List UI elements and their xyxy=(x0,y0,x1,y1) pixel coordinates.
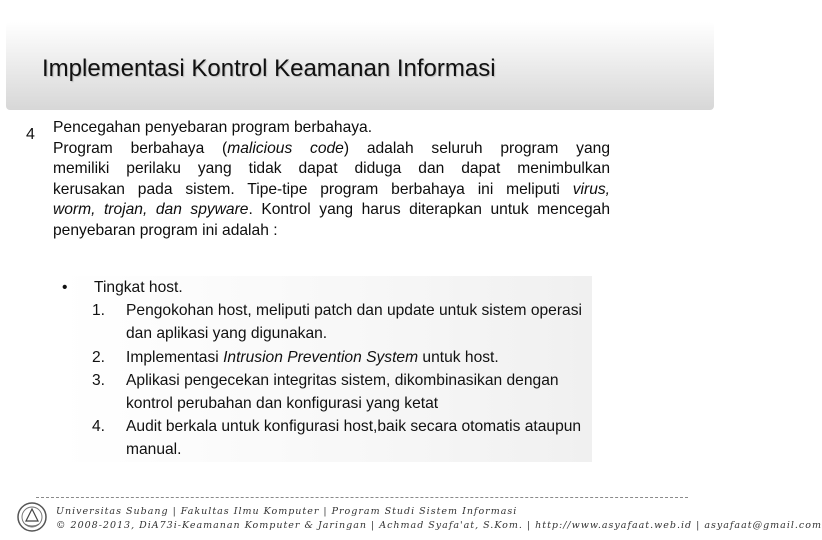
paragraph-line-4: worm, trojan, dan spyware. Kontrol yang harus diterapkan untuk mencegah xyxy=(53,201,610,219)
item-number: 1. xyxy=(92,302,106,320)
host-level-list xyxy=(60,276,592,462)
list-item xyxy=(60,415,592,438)
bullet-icon: • xyxy=(62,279,68,296)
university-seal-icon xyxy=(16,501,48,533)
item-number: 4. xyxy=(92,418,106,436)
item-number: 2. xyxy=(92,348,106,366)
body-heading: Pencegahan penyebaran program berbahaya. xyxy=(53,119,373,136)
item-continuation: kontrol perubahan dan konfigurasi yang ketat xyxy=(126,395,439,413)
list-item xyxy=(60,276,592,299)
item-continuation: manual. xyxy=(126,441,182,459)
footer-institution: Universitas Subang | Fakultas Ilmu Komputer | Program Studi Sistem Informasi xyxy=(56,506,518,517)
list-item xyxy=(60,346,592,369)
item-continuation: dan aplikasi yang digunakan. xyxy=(126,325,328,343)
footer-copyright: © 2008-2013, DiA73i-Keamanan Komputer & Jaringan | Achmad Syafa'at, S.Kom. | http://www.asyafaat.web.id | asyafaat@gmail.com xyxy=(56,520,822,531)
footer-divider xyxy=(36,497,688,498)
slide-number: 4 xyxy=(26,126,35,143)
paragraph-line-3: kerusakan pada sistem. Tipe-tipe program berbahaya ini meliputi virus, xyxy=(53,180,610,198)
paragraph-line-1: Program berbahaya (malicious code) adalah seluruh program yang xyxy=(53,139,610,157)
item-text: Implementasi Intrusion Prevention System untuk host. xyxy=(126,348,499,366)
item-number: 3. xyxy=(92,371,106,389)
slide-title: Implementasi Kontrol Keamanan Informasi xyxy=(42,55,496,82)
item-text: Audit berkala untuk konfigurasi host,baik secara otomatis ataupun xyxy=(126,418,582,436)
list-item xyxy=(60,299,592,322)
bullet-label: Tingkat host. xyxy=(94,279,183,296)
list-item xyxy=(60,369,592,392)
item-text: Aplikasi pengecekan integritas sistem, dikombinasikan dengan xyxy=(126,371,559,389)
paragraph-line-2: memiliki perilaku yang tidak dapat diduga dan dapat menimbulkan xyxy=(53,160,610,178)
paragraph-line-5: penyebaran program ini adalah : xyxy=(53,221,278,239)
item-text: Pengokohan host, meliputi patch dan update untuk sistem operasi xyxy=(126,302,582,320)
body-text xyxy=(53,118,610,242)
